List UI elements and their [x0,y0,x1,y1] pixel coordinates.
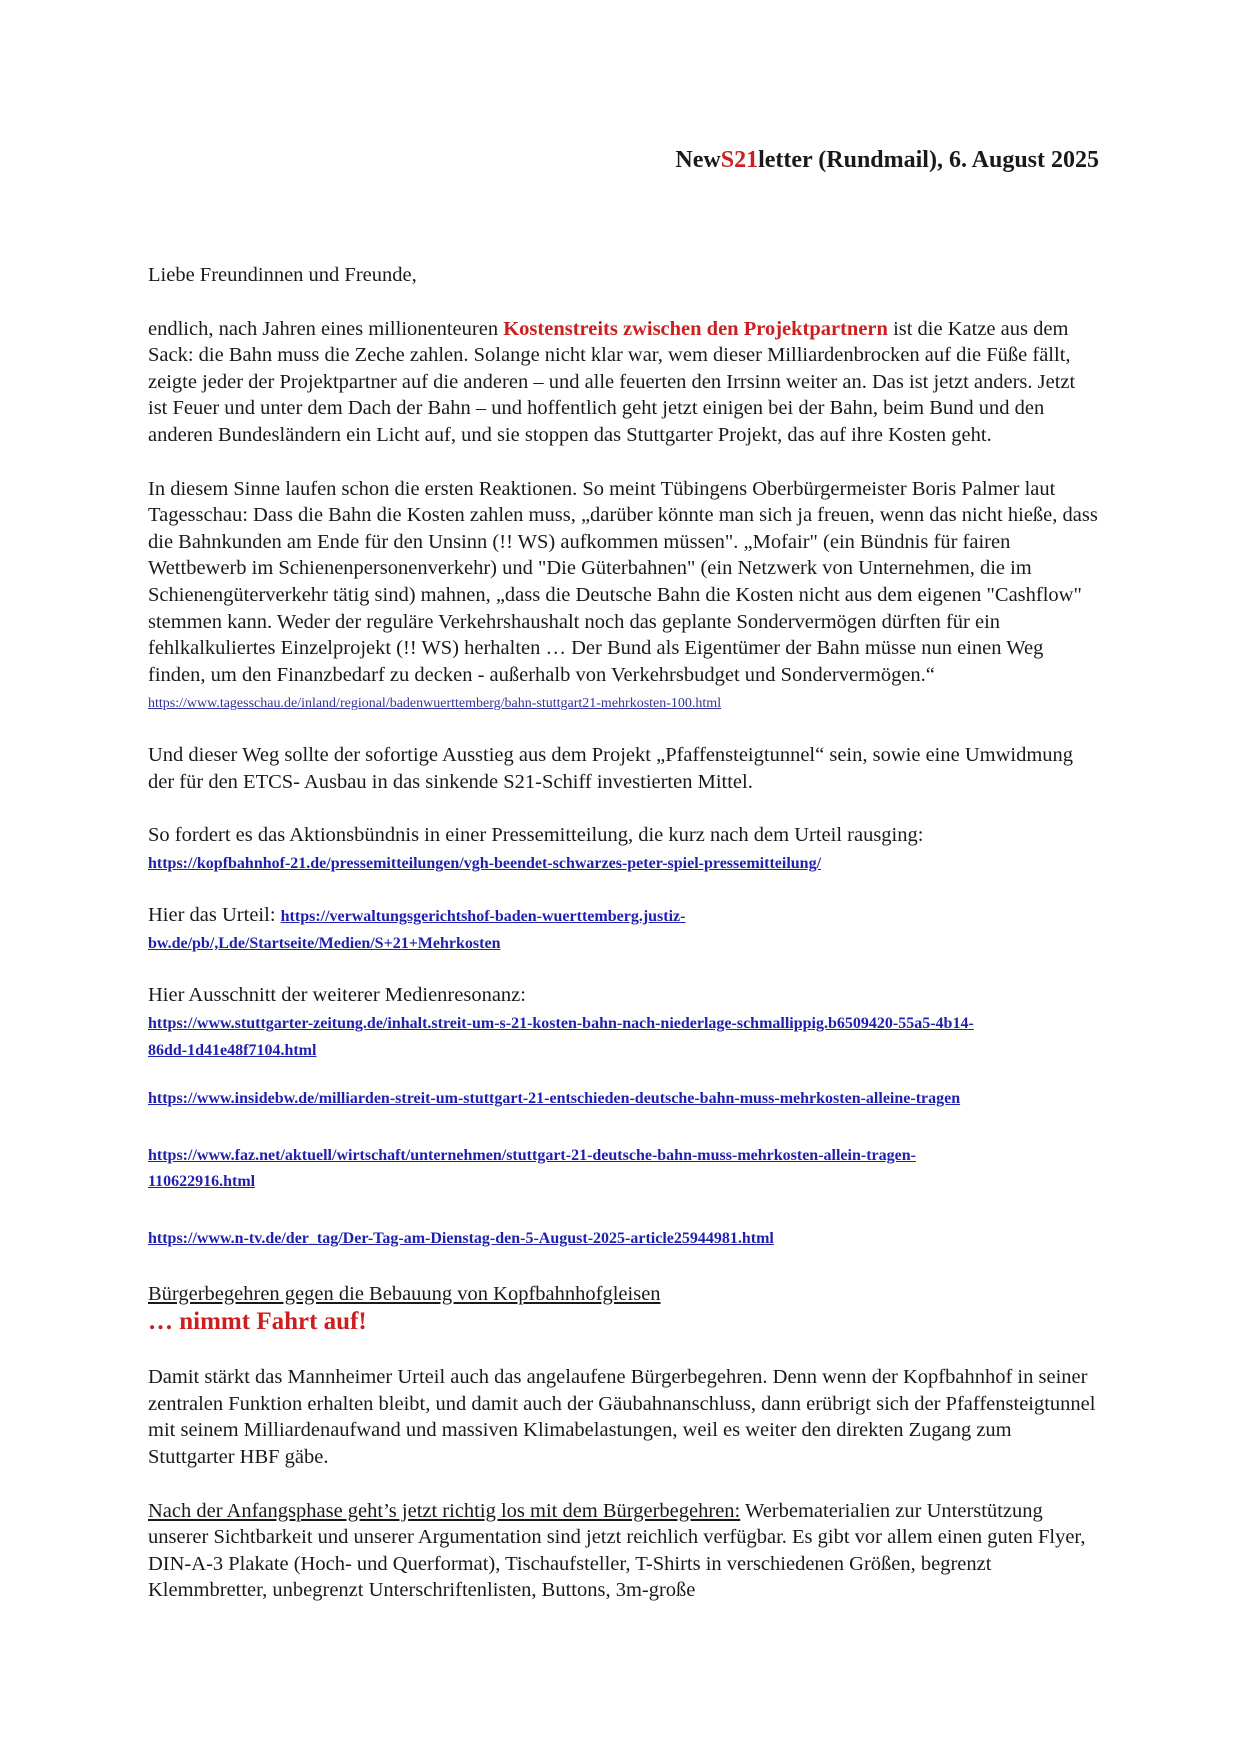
paragraph-werbematerialien [148,1498,1098,1604]
newsletter-title [675,147,1099,174]
link-urteil-part2: bw.de/pb/,Lde/Startseite/Medien/S+21+Mehrkosten [148,934,501,952]
highlight-kostenstreit: Kostenstreits zwischen den Projektpartnern [503,317,888,340]
medienresonanz-text: Hier Ausschnitt der weiterer Medienresonanz: [148,984,526,1007]
link-stz-part1: https://www.stuttgarter-zeitung.de/inhalt.streit-um-s-21-kosten-bahn-nach-niederlage-schmallippig.b6509420-55a5-4b14- [148,1015,974,1033]
paragraph-aktionsbuendnis [148,822,1098,875]
paragraph-faz [148,1141,1098,1194]
title-s21: S21 [720,147,759,173]
title-suffix: letter (Rundmail), 6. August 2025 [758,147,1099,173]
link-faz-part1: https://www.faz.net/aktuell/wirtschaft/unternehmen/stuttgart-21-deutsche-bahn-muss-mehrkosten-allein-tragen- [148,1146,916,1164]
intro-text-start: endlich, nach Jahren eines millionenteuren [148,317,504,340]
werbematerialien-text: Werbematerialien zur Unterstützung unserer Sichtbarkeit und unserer Argumentation sind jetzt reichlich verfügbar. Es gibt vor allem einen guten Flyer, DIN-A-3 Plakate (Hoch- und Querformat), Tischaufsteller, T-Shirts in verschiedenen Größen, begrenzt Klemmbretter, unbegrenzt Unterschriftenlisten, Buttons, 3m-große [148,1499,1086,1602]
reactions-text: In diesem Sinne laufen schon die ersten Reaktionen. So meint Tübingens Oberbürgermeister Boris Palmer laut Tagesschau: Dass die Bahn die Kosten zahlen muss, „darüber könnte man sich ja freuen, wenn das nicht hieße, dass die Bahnkunden am Ende für den Unsinn (!! WS) aufkommen müssen". „Mofair" (ein Bündnis für fairen Wettbewerb im Schienenpersonenverkehr) und "Die Güterbahnen" (ein Netzwerk von Unternehmen, die im Schienengüterverkehr tätig sind) mahnen, „dass die Deutsche Bahn die Kosten nicht aus dem eigenen "Cashflow" stemmen kann. Weder der reguläre Verkehrshaushalt noch das geplante Sondervermögen dürften für ein fehlkalkuliertes Einzelprojekt (!! WS) herhalten … Der Bund als Eigentümer der Bahn müsse nun einen Weg finden, um den Finanzbedarf zu decken - außerhalb von Verkehrsbudget und Sondervermögen.“ [148,477,1098,686]
paragraph-urteil [148,902,1098,955]
link-stuttgarter-zeitung[interactable] [148,1015,974,1059]
link-ntv[interactable]: https://www.n-tv.de/der_tag/Der-Tag-am-Dienstag-den-5-August-2025-article25944981.html [148,1230,774,1248]
section-heading: Bürgerbegehren gegen die Bebauung von Kopfbahnhofgleisen [148,1282,661,1305]
paragraph-medienresonanz [148,982,1098,1062]
link-pressemitteilung[interactable]: https://kopfbahnhof-21.de/pressemitteilungen/vgh-beendet-schwarzes-peter-spiel-pressemitteilung/ [148,854,822,872]
document-body [148,262,1098,1604]
link-faz-part2: 110622916.html [148,1173,256,1191]
urteil-text: Hier das Urteil: [148,904,281,927]
paragraph-ntv [148,1224,1098,1251]
paragraph-intro [148,316,1098,449]
link-tagesschau[interactable]: https://www.tagesschau.de/inland/regional/badenwuerttemberg/bahn-stuttgart21-mehrkosten-100.html [148,696,722,712]
greeting: Liebe Freundinnen und Freunde, [148,264,417,286]
paragraph-insidebw [148,1084,1098,1111]
link-insidebw[interactable]: https://www.insidebw.de/milliarden-streit-um-stuttgart-21-entschieden-deutsche-bahn-muss-mehrkosten-alleine-tragen [148,1090,961,1108]
link-stz-part2: 86dd-1d41e48f7104.html [148,1041,317,1059]
link-urteil-part1: https://verwaltungsgerichtshof-baden-wuerttemberg.justiz- [280,908,686,926]
section-subheading: … nimmt Fahrt auf! [148,1308,367,1336]
paragraph-reactions [148,476,1098,715]
paragraph-mannheimer-urteil: Damit stärkt das Mannheimer Urteil auch das angelaufene Bürgerbegehren. Denn wenn der Kopfbahnhof in seiner zentralen Funktion erhalten bleibt, und damit auch der Gäubahnanschluss, dann erübrigt sich der Pfaffensteigtunnel mit seinem Milliardenaufwand und massiven Klimabelastungen, weil es weiter den direkten Zugang zum Stuttgarter HBF gäbe. [148,1366,1096,1468]
intro-text-end: ist die Katze aus dem Sack: die Bahn muss die Zeche zahlen. Solange nicht klar war, wem dieser Milliardenbrocken auf die Füße fällt, zeigte jeder der Projektpartner auf die anderen – und alle feuerten den Irrsinn weiter an. Das ist jetzt anders. Jetzt ist Feuer und unter dem Dach der Bahn – und hoffentlich geht jetzt einigen bei der Bahn, beim Bund und den anderen Bundesländern ein Licht auf, und sie stoppen das Stuttgarter Projekt, das auf ihre Kosten geht. [148,317,1076,446]
werbematerialien-underlined: Nach der Anfangsphase geht’s jetzt richtig los mit dem Bürgerbegehren: [148,1499,741,1522]
aktionsbuendnis-text: So fordert es das Aktionsbündnis in einer Pressemitteilung, die kurz nach dem Urteil rausging: [148,824,924,847]
title-prefix: New [675,147,721,173]
paragraph-weg: Und dieser Weg sollte der sofortige Ausstieg aus dem Projekt „Pfaffensteigtunnel“ sein, sowie eine Umwidmung der für den ETCS- Ausbau in das sinkende S21-Schiff investierten Mittel. [148,743,1074,793]
link-faz[interactable] [148,1147,916,1191]
